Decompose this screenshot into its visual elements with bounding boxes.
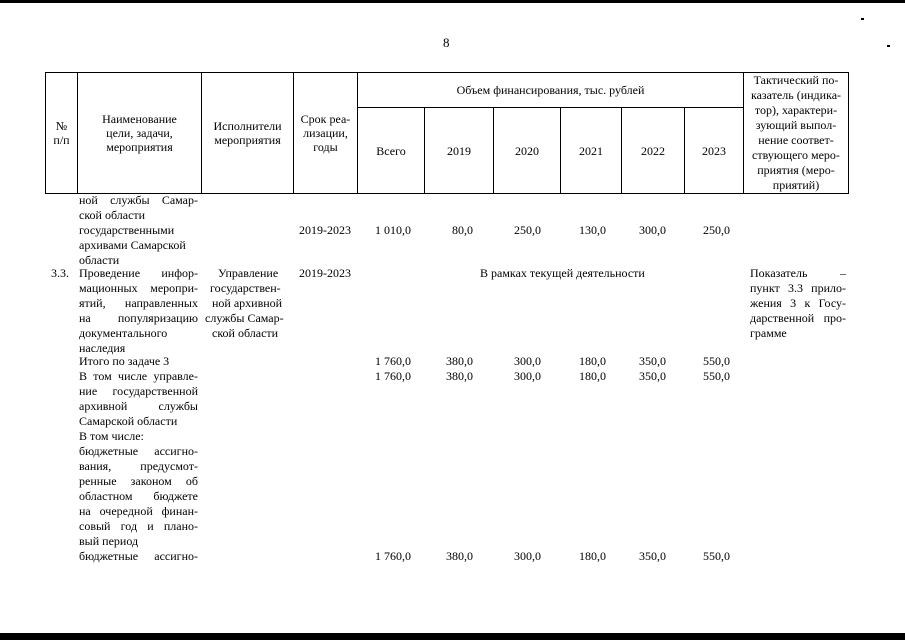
header-total: Всего <box>376 143 406 158</box>
value-total: 1 760,0 <box>375 549 411 563</box>
value-2022: 350,0 <box>639 369 666 383</box>
value-2021: 180,0 <box>579 354 606 368</box>
row-term: 2019-2023 <box>299 223 351 237</box>
value-2022: 350,0 <box>639 549 666 563</box>
value-2022: 350,0 <box>639 354 666 368</box>
row-indicator-line: Показатель – <box>750 266 846 280</box>
value-total: 1 760,0 <box>375 369 411 383</box>
value-2020: 250,0 <box>514 223 541 237</box>
value-2021: 130,0 <box>579 223 606 237</box>
scan-speck <box>887 45 890 47</box>
row-name-line: документального <box>79 326 168 340</box>
header-name: Наименование цели, задачи, мероприятия <box>102 112 177 154</box>
row-indicator-line: грамме <box>750 326 787 340</box>
row-name-line: ятий, направленных <box>79 296 198 310</box>
row-name-line: ние государственной <box>79 384 198 398</box>
scan-top-edge <box>0 0 905 3</box>
value-2023: 250,0 <box>703 223 730 237</box>
value-2020: 300,0 <box>514 369 541 383</box>
row-name-line: вания, предусмот- <box>79 459 198 473</box>
scan-bottom-edge <box>0 633 905 640</box>
row-name: В том числе: <box>79 429 144 443</box>
row-funding-note: В рамках текущей деятельности <box>480 266 645 280</box>
value-2020: 300,0 <box>514 549 541 563</box>
row-number: 3.3. <box>51 266 69 280</box>
header-year: 2019 <box>447 143 471 158</box>
header-executors: Исполнители мероприятия <box>213 119 282 147</box>
header-year: 2023 <box>702 143 726 158</box>
value-2021: 180,0 <box>579 549 606 563</box>
row-name-line: ской области <box>79 208 146 222</box>
row-indicator-line: жения 3 к Госу- <box>750 296 846 310</box>
value-total: 1 760,0 <box>375 354 411 368</box>
row-executor-line: ской области <box>212 326 279 340</box>
row-name-line: вый период <box>79 534 139 548</box>
value-2019: 80,0 <box>452 223 473 237</box>
row-name-line: мационных меропри- <box>79 281 198 295</box>
header-term: Срок реа- лизации, годы <box>300 112 351 154</box>
value-2021: 180,0 <box>579 369 606 383</box>
header-indicator: Тактический по- казатель (индика- тор), характери- зующий выпол- нение соответ- ствующего меро- приятия (меро- приятий) <box>750 73 842 192</box>
row-name-line: областном бюджете <box>79 489 198 503</box>
row-executor-line: ной архивной <box>212 296 283 310</box>
row-name-line: наследия <box>79 341 126 355</box>
row-name-line: ренные законом об <box>79 474 198 488</box>
row-name-line: В том числе управле- <box>79 369 198 383</box>
row-indicator-line: дарственной про- <box>750 311 846 325</box>
row-name-line: государственными <box>79 223 175 237</box>
value-2023: 550,0 <box>703 354 730 368</box>
row-executor-line: службы Самар- <box>205 311 284 325</box>
row-executor-line: Управление <box>218 266 279 280</box>
row-name-line: области <box>79 253 120 267</box>
row-indicator-line: пункт 3.3 прило- <box>750 281 846 295</box>
scan-speck <box>861 18 864 20</box>
value-2019: 380,0 <box>446 354 473 368</box>
value-2019: 380,0 <box>446 369 473 383</box>
value-2019: 380,0 <box>446 549 473 563</box>
value-2020: 300,0 <box>514 354 541 368</box>
header-funding: Объем финансирования, тыс. рублей <box>456 83 645 97</box>
header-year: 2021 <box>579 143 603 158</box>
row-name-line: на популяризацию <box>79 311 198 325</box>
value-2023: 550,0 <box>703 369 730 383</box>
value-total: 1 010,0 <box>375 223 411 237</box>
row-name: Итого по задаче 3 <box>79 354 170 368</box>
value-2022: 300,0 <box>639 223 666 237</box>
header-year: 2022 <box>641 143 665 158</box>
row-name-line: ной службы Самар- <box>79 193 198 207</box>
row-name-line: на очередной финан- <box>79 504 198 518</box>
row-name: бюджетные ассигно- <box>79 549 198 563</box>
row-term: 2019-2023 <box>299 266 351 280</box>
header-number: № п/п <box>53 119 70 147</box>
row-name-line: Самарской области <box>79 414 178 428</box>
row-executor-line: государствен- <box>210 281 281 295</box>
header-year: 2020 <box>515 143 539 158</box>
row-name-line: бюджетные ассигно- <box>79 444 198 458</box>
row-name-line: Проведение инфор- <box>79 266 198 280</box>
page-number: 8 <box>443 35 450 50</box>
row-name-line: архивной службы <box>79 399 198 413</box>
row-name-line: совый год и плано- <box>79 519 198 533</box>
row-name-line: архивами Самарской <box>79 238 186 252</box>
value-2023: 550,0 <box>703 549 730 563</box>
